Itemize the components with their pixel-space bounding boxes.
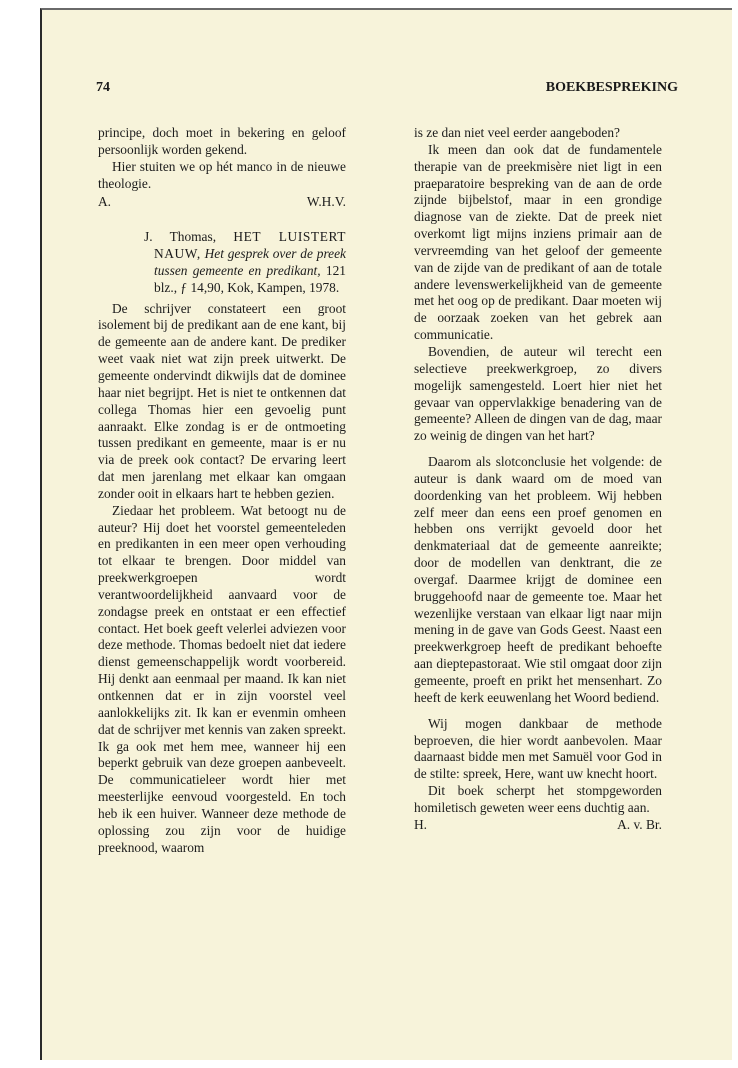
signature-reviewer: A. v. Br.	[617, 816, 662, 832]
left-paragraph-4: Ziedaar het probleem. Wat betoogt nu de auteur? Hij doet het voorstel gemeenteleden en predikanten in een meer open verhouding tot elkaar te brengen. Door middel van preekwerkgroepen wordt verantwoordelijkheid aanvaard voor de zondagse preek en ontstaat er een effectief contact. Het boek geeft velerlei adviezen voor deze methode. Thomas bedoelt niet dat iedere dienst gemeenschappelijk wordt voorbereid. Hij denkt aan eenmaal per maand. Ik kan niet ontkennen dat er in zijn voorstel veel aanlokkelijks zit. Ik kan er evenmin omheen dat de schrijver met kennis van zaken spreekt. Ik ga ook met hem mee, wanneer hij een beperkt gebruik van deze groepen aanbeveelt. De communicatieleer wordt hier met meesterlijke eenvoud voorgesteld. En toch heb ik een huiver. Wanneer deze methode de oplossing zou zijn voor de huidige preeknood, waarom	[98, 502, 346, 855]
right-paragraph-5: Wij mogen dankbaar de methode beproeven, die hier wordt aanbevolen. Maar daarnaast bidde men met Samuël voor God in de stilte: spreek, Here, want uw knecht hoort.	[414, 715, 662, 782]
page-number: 74	[96, 80, 110, 95]
review-signature-1	[98, 194, 346, 211]
right-paragraph-3: Bovendien, de auteur wil terecht een selectieve preekwerkgroep, zo divers mogelijk samengesteld. Loert hier niet het gevaar van oppervlakkige benadering van de gemeente? Alleen de dingen van de dag, maar zo weinig de dingen van het hart?	[414, 343, 662, 444]
running-title: BOEKBESPREKING	[545, 80, 678, 95]
signature-place: A.	[98, 194, 112, 210]
signature-initial: H.	[414, 816, 428, 832]
left-paragraph-2: Hier stuiten we op hét manco in de nieuwe theologie.	[98, 158, 346, 191]
left-column	[98, 125, 346, 856]
book-author: J. Thomas,	[144, 229, 217, 245]
left-paragraph-1: principe, doch moet in bekering en geloof persoonlijk worden gekend.	[98, 125, 346, 157]
left-paragraph-3: De schrijver constateert een groot isolement bij de predikant aan de ene kant, bij de gemeente aan de andere kant. De prediker weet vaak niet wat zijn preek uitwerkt. De gemeente ondervindt dikwijls dat de dominee haar niet begrijpt. Het is niet te ontkennen dat collega Thomas hier een gevoelig punt aanraakt. Elke zondag is er de ontmoeting tussen predikant en gemeente, maar is er nu via de preek ook contact? De ervaring leert dat men jarenlang met elkaar kan omgaan zonder ooit in elkaars hart te hebben gezien.	[98, 300, 346, 501]
review-signature-2	[414, 817, 662, 834]
right-column	[414, 125, 662, 834]
right-paragraph-2: Ik meen dan ook dat de fundamentele therapie van de preekmisère niet ligt in een praeparatoire bespreking van de aan de orde zijnde bijbelstof, maar in een grondige diagnose van de ziekte. Dat de preek niet overkomt ligt mijns inziens primair aan de vervreemding van het geloof der gemeente van de zijde van de predikant of aan de totale andere levenswerkelijkheid van de gemeente met het oog op de predikant. Daar moeten wij de oorzaak zoeken van het gebrek aan communicatie.	[414, 141, 662, 343]
book-title: HET LUISTERT NAUW,	[154, 229, 346, 262]
book-subtitle: Het gesprek over de preek tussen gemeente en predikant,	[154, 246, 346, 278]
right-paragraph-1: is ze dan niet veel eerder aangeboden?	[414, 125, 620, 140]
signature-initials: W.H.V.	[306, 194, 346, 210]
book-reference	[144, 229, 346, 296]
book-details: 121 blz., ƒ 14,90, Kok, Kampen, 1978.	[154, 262, 346, 295]
right-paragraph-4: Daarom als slotconclusie het volgende: de auteur is dank waard om de moed van doordenking van het probleem. Wij hebben zelf meer dan eens een proef genomen en hebben ons verrijkt gevoeld door het denkmateriaal dat de gemeente aanreikte; door de modellen van denktrant, die ze overgaf. Daarmee krijgt de dominee een bruggehoofd naar de gemeente toe. Maar het wezenlijke verstaan van elkaar ligt naar mijn mening in de gave van Gods Geest. Naast een preekwerkgroep heeft de predikant behoefte aan dieptepastoraat. Wie stil omgaat door zijn gemeente, proeft en prikt het mensenhart. Zo heeft de kerk eeuwenlang het Woord bediend.	[414, 454, 662, 705]
right-paragraph-6: Dit boek scherpt het stompgeworden homiletisch geweten weer eens duchtig aan.	[414, 783, 662, 815]
